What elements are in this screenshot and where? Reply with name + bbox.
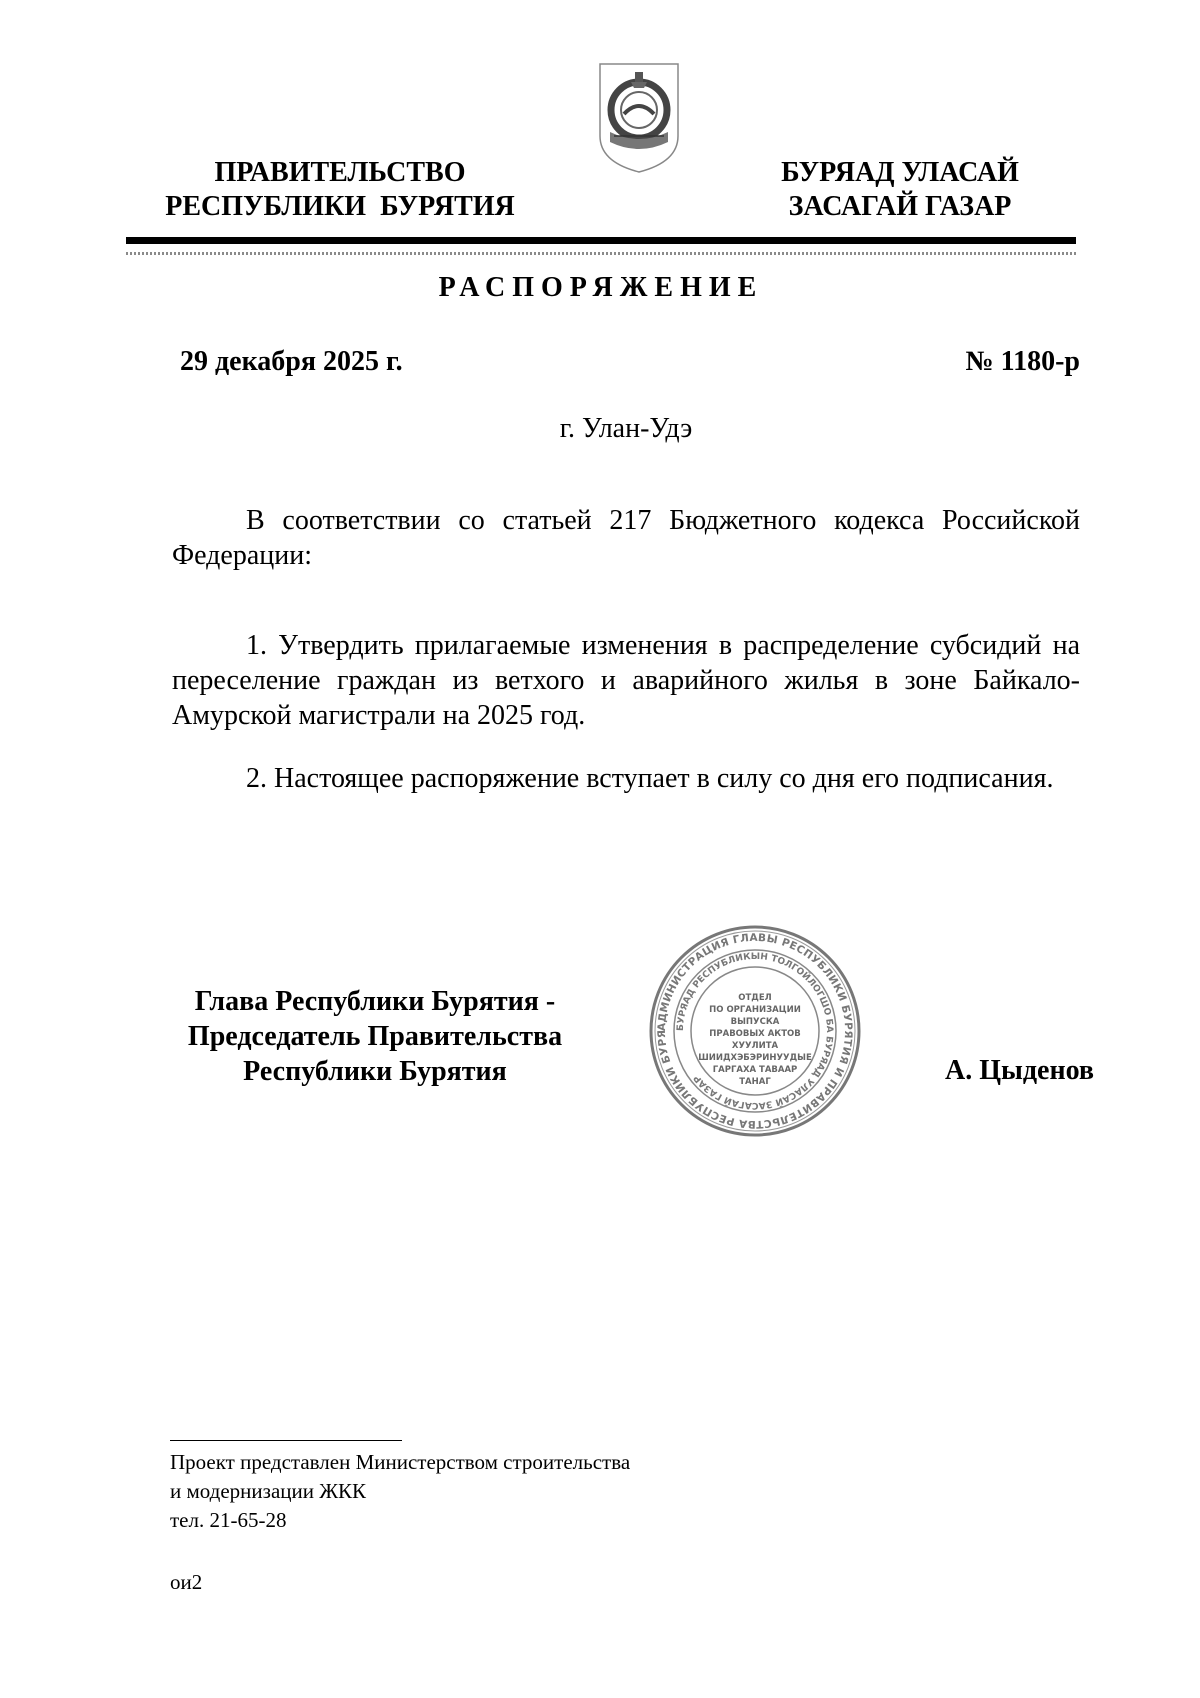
seal-center-line-4: ПРАВОВЫХ АКТОВ xyxy=(709,1029,801,1039)
signatory-name: А. Цыденов xyxy=(944,1055,1094,1086)
header-left-block xyxy=(150,156,530,224)
footnote-rule xyxy=(170,1440,402,1441)
header-left-line1: ПРАВИТЕЛЬСТВО xyxy=(214,157,466,188)
footnote-line2: и модернизации ЖКК xyxy=(170,1479,367,1503)
paragraph-item-2: 2. Настоящее распоряжение вступает в силу со дня его подписания. xyxy=(246,763,1054,794)
seal-center-line-2: ПО ОРГАНИЗАЦИИ xyxy=(709,1005,801,1015)
signatory-position-line2: Председатель Правительства xyxy=(187,1021,563,1052)
header-left-line2: РЕСПУБЛИКИ БУРЯТИЯ xyxy=(165,191,515,222)
seal-center-line-8: ТАНАГ xyxy=(739,1077,771,1087)
header-thick-rule xyxy=(126,237,1076,244)
header-right-line1: БУРЯАД УЛАСАЙ xyxy=(781,157,1019,188)
official-seal-stamp xyxy=(646,922,864,1140)
seal-outer-text: АДМИНИСТРАЦИЯ ГЛАВЫ РЕСПУБЛИКИ БУРЯТИЯ И ПРАВИТЕЛЬСТВА РЕСПУБЛИКИ БУРЯ xyxy=(655,931,855,1131)
seal-center-line-5: ХУУЛИТА xyxy=(731,1041,779,1051)
footnote-line1: Проект представлен Министерством строительства xyxy=(170,1450,631,1474)
paragraph-item-1: 1. Утвердить прилагаемые изменения в распределение субсидий на переселение граждан из ветхого и аварийного жилья в зоне Байкало-Амурской магистрали на 2025 год. xyxy=(172,630,1080,731)
seal-center-line-3: ВЫПУСКА xyxy=(730,1017,780,1027)
signatory-position xyxy=(160,984,590,1089)
seal-center-line-1: ОТДЕЛ xyxy=(738,993,772,1003)
document-code: ои2 xyxy=(170,1570,203,1594)
document-date: 29 декабря 2025 г. xyxy=(180,346,403,377)
header-right-block xyxy=(740,156,1060,224)
header-dotted-rule xyxy=(126,252,1076,255)
seal-center-line-6: ШИИДХЭБЭРИНУУДЫЕ xyxy=(698,1053,812,1063)
seal-inner-ring-text: БУРЯАД РЕСПУБЛИКЫН ТОЛГОЙЛОГШО БА БУРЯАД УЛАСАЙ ЗАСАГАЙ ГАЗАР xyxy=(675,951,835,1111)
document-number: № 1180-р xyxy=(965,346,1080,377)
signatory-position-line3: Республики Бурятия xyxy=(243,1056,507,1087)
paragraph-preamble: В соответствии со статьей 217 Бюджетного кодекса Российской Федерации: xyxy=(172,505,1080,571)
seal-center-line-7: ГАРГАХА ТАВААР xyxy=(712,1065,798,1075)
header-right-line2: ЗАСАГАЙ ГАЗАР xyxy=(788,191,1012,222)
signatory-position-line1: Глава Республики Бурятия - xyxy=(194,986,556,1017)
document-title: РАСПОРЯЖЕНИЕ xyxy=(438,272,764,303)
document-city: г. Улан-Удэ xyxy=(559,413,693,444)
footnote-block xyxy=(170,1448,630,1535)
footnote-phone: тел. 21-65-28 xyxy=(170,1508,287,1532)
coat-of-arms-emblem xyxy=(594,58,684,176)
